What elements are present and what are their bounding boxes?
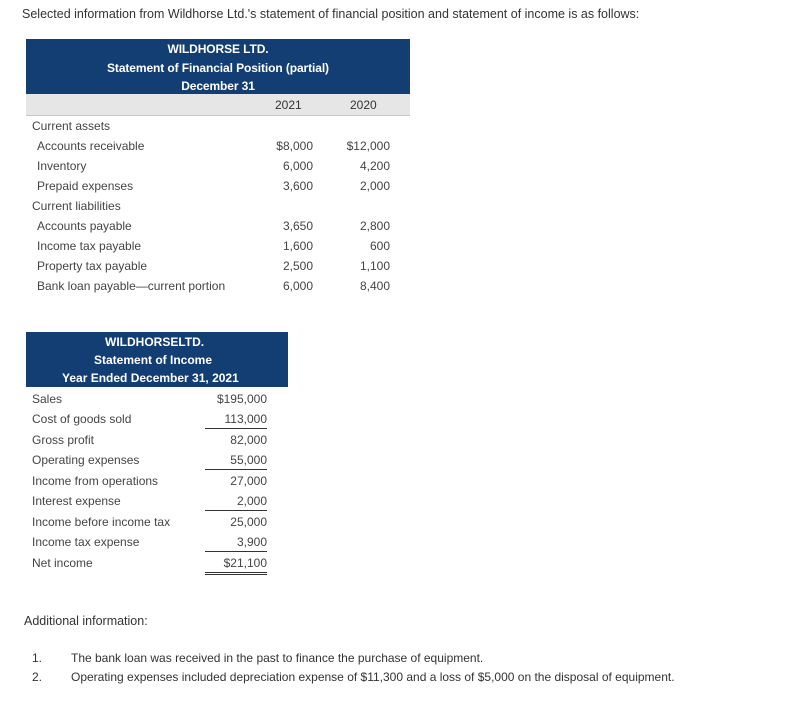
value-2020: $12,000 [346, 139, 390, 153]
value-2021: 1,600 [282, 239, 313, 253]
column-2020: 2020 [350, 98, 377, 112]
income-row-label: Income from operations [32, 474, 159, 488]
income-row-label: Cost of goods sold [32, 412, 132, 426]
income-statement-period: Year Ended December 31, 2021 [62, 371, 239, 385]
balance-sheet-title: Statement of Financial Position (partial) [107, 60, 329, 75]
row-label: Income tax payable [37, 239, 142, 253]
row-label: Accounts payable [37, 219, 132, 233]
balance-sheet-company: WILDHORSE LTD. [167, 42, 269, 56]
value-2021: 6,000 [282, 159, 313, 173]
value-2020: 2,800 [359, 219, 390, 233]
income-row-value: 55,000 [205, 453, 267, 470]
balance-sheet-column-header [26, 94, 410, 116]
value-2020: 600 [369, 239, 390, 253]
value-2021: 6,000 [282, 279, 313, 293]
income-row-value: $195,000 [216, 392, 267, 406]
row-label: Property tax payable [37, 259, 148, 273]
balance-sheet-header [26, 39, 410, 94]
value-2020: 4,200 [359, 159, 390, 173]
income-row-value: 27,000 [230, 474, 267, 488]
value-2020: 1,100 [359, 259, 390, 273]
balance-sheet-table [26, 39, 410, 116]
value-2021: 2,500 [282, 259, 313, 273]
row-label: Accounts receivable [37, 139, 145, 153]
income-statement-company: WILDHORSELTD. [105, 335, 205, 349]
row-label: Inventory [37, 159, 87, 173]
row-label: Bank loan payable—current portion [37, 279, 226, 293]
value-2021: 3,650 [282, 219, 313, 233]
value-2020: 2,000 [359, 179, 390, 193]
note-number: 1. [32, 651, 43, 665]
section-current-liabilities: Current liabilities [32, 199, 121, 213]
income-row-label: Net income [32, 556, 93, 570]
income-statement-title: Statement of Income [94, 353, 213, 367]
row-label: Prepaid expenses [37, 179, 134, 193]
income-row-value: 82,000 [230, 433, 267, 447]
column-2021: 2021 [275, 98, 302, 112]
income-row-value: 25,000 [230, 515, 267, 529]
note-number: 2. [32, 670, 43, 684]
income-row-label: Gross profit [32, 433, 95, 447]
value-2021: $8,000 [276, 139, 313, 153]
income-row-label: Interest expense [32, 494, 121, 508]
income-row-label: Income tax expense [32, 535, 140, 549]
income-row-label: Sales [32, 392, 63, 406]
income-row-value: 113,000 [205, 412, 267, 429]
section-current-assets: Current assets [32, 119, 111, 133]
note-text: The bank loan was received in the past to finance the purchase of equipment. [71, 651, 484, 665]
income-row-label: Income before income tax [32, 515, 171, 529]
income-row-value: 2,000 [205, 494, 267, 511]
value-2020: 8,400 [359, 279, 390, 293]
intro-text: Selected information from Wildhorse Ltd.'s statement of financial position and statement of income is as follows: [22, 7, 640, 21]
income-row-label: Operating expenses [32, 453, 140, 467]
balance-sheet-date: December 31 [181, 79, 255, 93]
income-row-value: 3,900 [205, 535, 267, 552]
income-statement-header [26, 332, 288, 387]
note-text: Operating expenses included depreciation expense of $11,300 and a loss of $5,000 on the disposal of equipment. [71, 670, 675, 684]
additional-info-heading: Additional information: [24, 614, 148, 628]
value-2021: 3,600 [282, 179, 313, 193]
income-row-value: $21,100 [205, 556, 267, 575]
